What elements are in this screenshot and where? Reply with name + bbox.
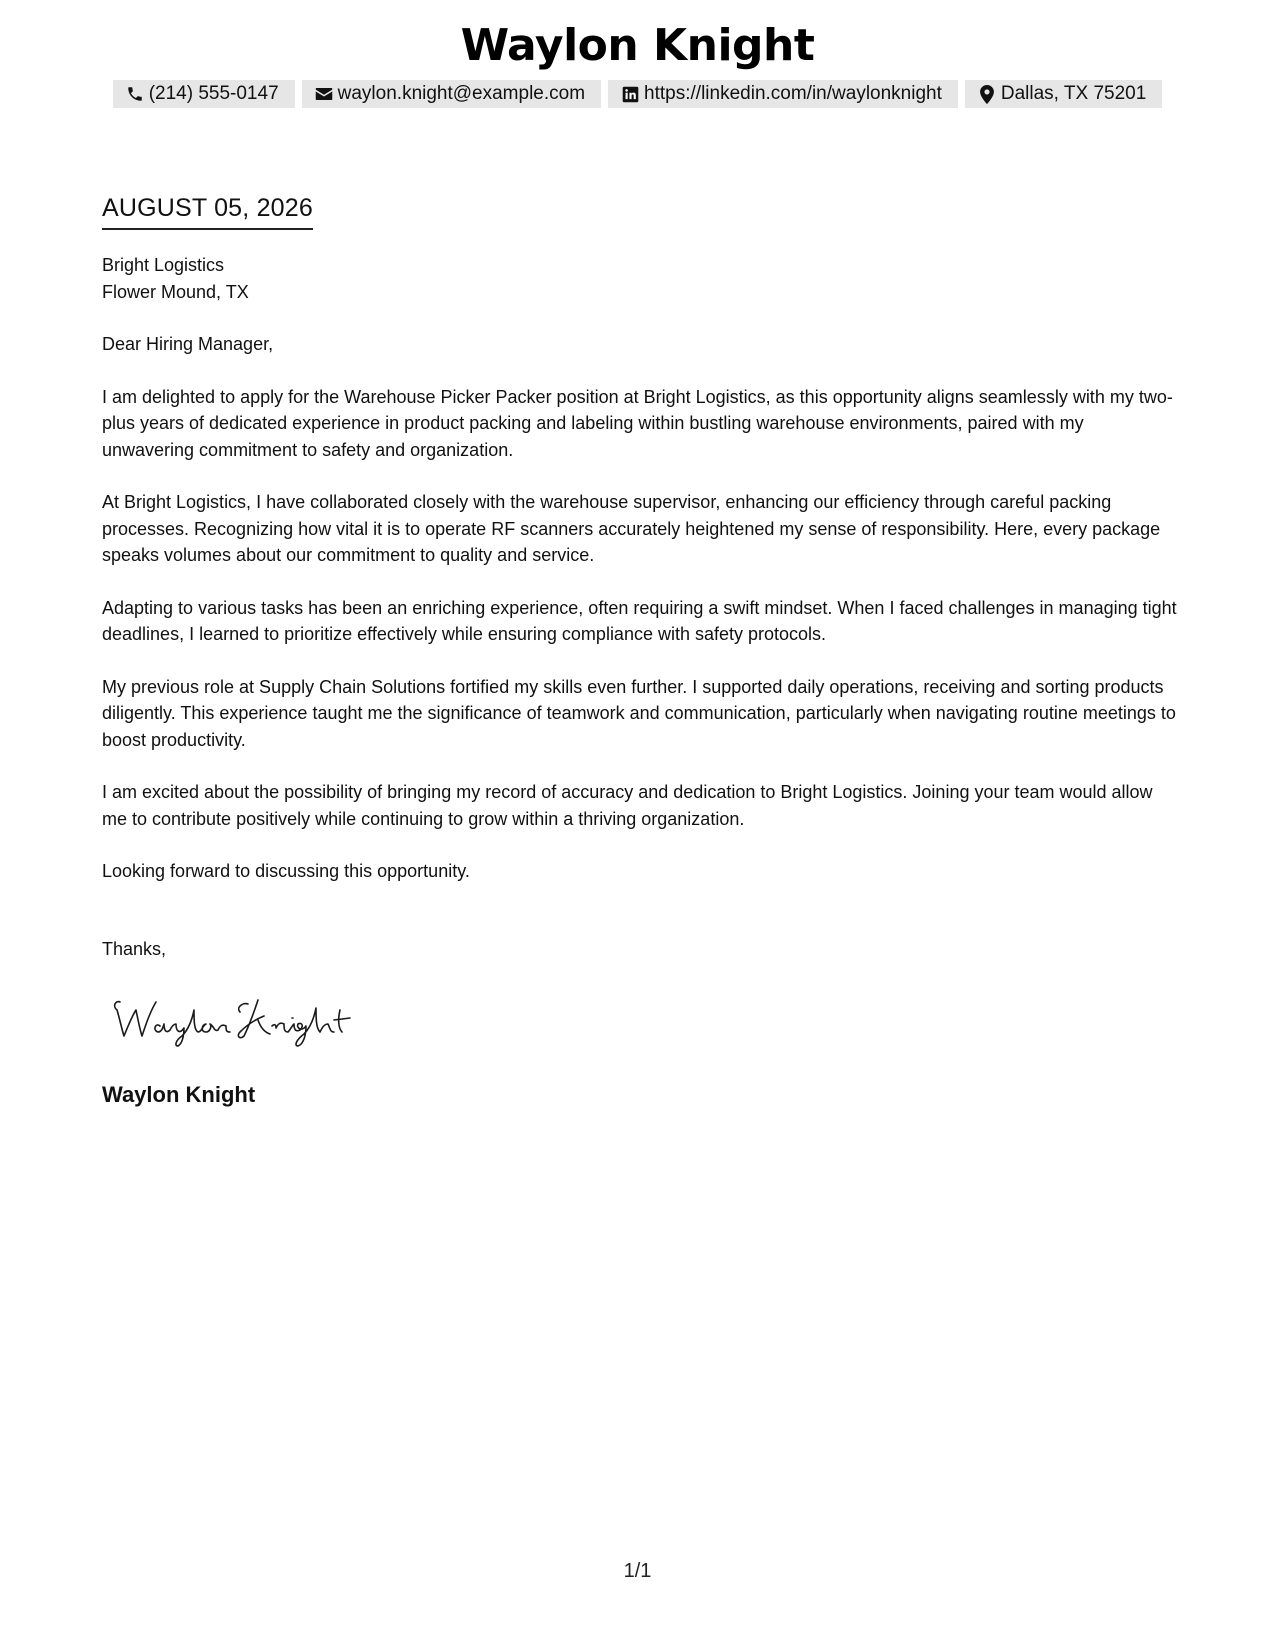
contact-location-text: Dallas, TX 75201 (1000, 83, 1147, 104)
envelope-icon (314, 84, 334, 104)
contact-email-text[interactable]: waylon.knight@example.com (337, 83, 586, 104)
handwritten-signature (108, 990, 368, 1050)
closing-line: Thanks, (102, 939, 167, 959)
paragraph: My previous role at Supply Chain Solutions fortified my skills even further. I supported daily operations, receiving and sorting products diligently. This experience taught me the significance of teamwork and communication, particularly when navigating routine meetings to boost productivity. (102, 676, 1176, 750)
contact-location (965, 80, 1162, 108)
applicant-name-heading: Waylon Knight (460, 20, 815, 71)
letter-date: AUGUST 05, 2026 (102, 191, 313, 230)
page-number: 1/1 (623, 1560, 652, 1582)
phone-icon (125, 84, 145, 104)
salutation: Dear Hiring Manager, (102, 334, 274, 354)
paragraph: I am excited about the possibility of bringing my record of accuracy and dedication to Bright Logistics. Joining your team would allow me to contribute positively while continuing to grow within a thriving organization. (102, 782, 1153, 829)
recipient-location: Flower Mound, TX (102, 281, 249, 302)
contact-phone (113, 80, 295, 108)
contact-bar (0, 80, 1275, 108)
paragraph: Adapting to various tasks has been an enriching experience, often requiring a swift mindset. When I faced challenges in managing tight deadlines, I learned to prioritize effectively while ensuring compliance with safety protocols. (102, 597, 1177, 644)
signer-name: Waylon Knight (102, 1082, 256, 1107)
recipient-company: Bright Logistics (102, 255, 225, 275)
paragraph: I am delighted to apply for the Warehouse Picker Packer position at Bright Logistics, as this opportunity aligns seamlessly with my two-plus years of dedicated experience in product packing and labeling within bustling warehouse environments, paired with my unwavering commitment to safety and organization. (102, 386, 1173, 460)
contact-linkedin[interactable] (608, 80, 958, 108)
contact-phone-text: (214) 555-0147 (148, 83, 279, 104)
contact-email[interactable] (302, 80, 601, 108)
letter-body (102, 252, 1177, 911)
recipient-block (102, 252, 1177, 305)
paragraph: At Bright Logistics, I have collaborated closely with the warehouse supervisor, enhancing our efficiency through careful packing processes. Recognizing how vital it is to operate RF scanners accurately heightened my sense of responsibility. Here, every package speaks volumes about our commitment to quality and service. (102, 492, 1161, 565)
paragraph: Looking forward to discussing this opportunity. (102, 861, 470, 881)
contact-linkedin-text[interactable]: https://linkedin.com/in/waylonknight (644, 83, 942, 104)
linkedin-icon (620, 84, 640, 104)
location-pin-icon (977, 84, 997, 104)
